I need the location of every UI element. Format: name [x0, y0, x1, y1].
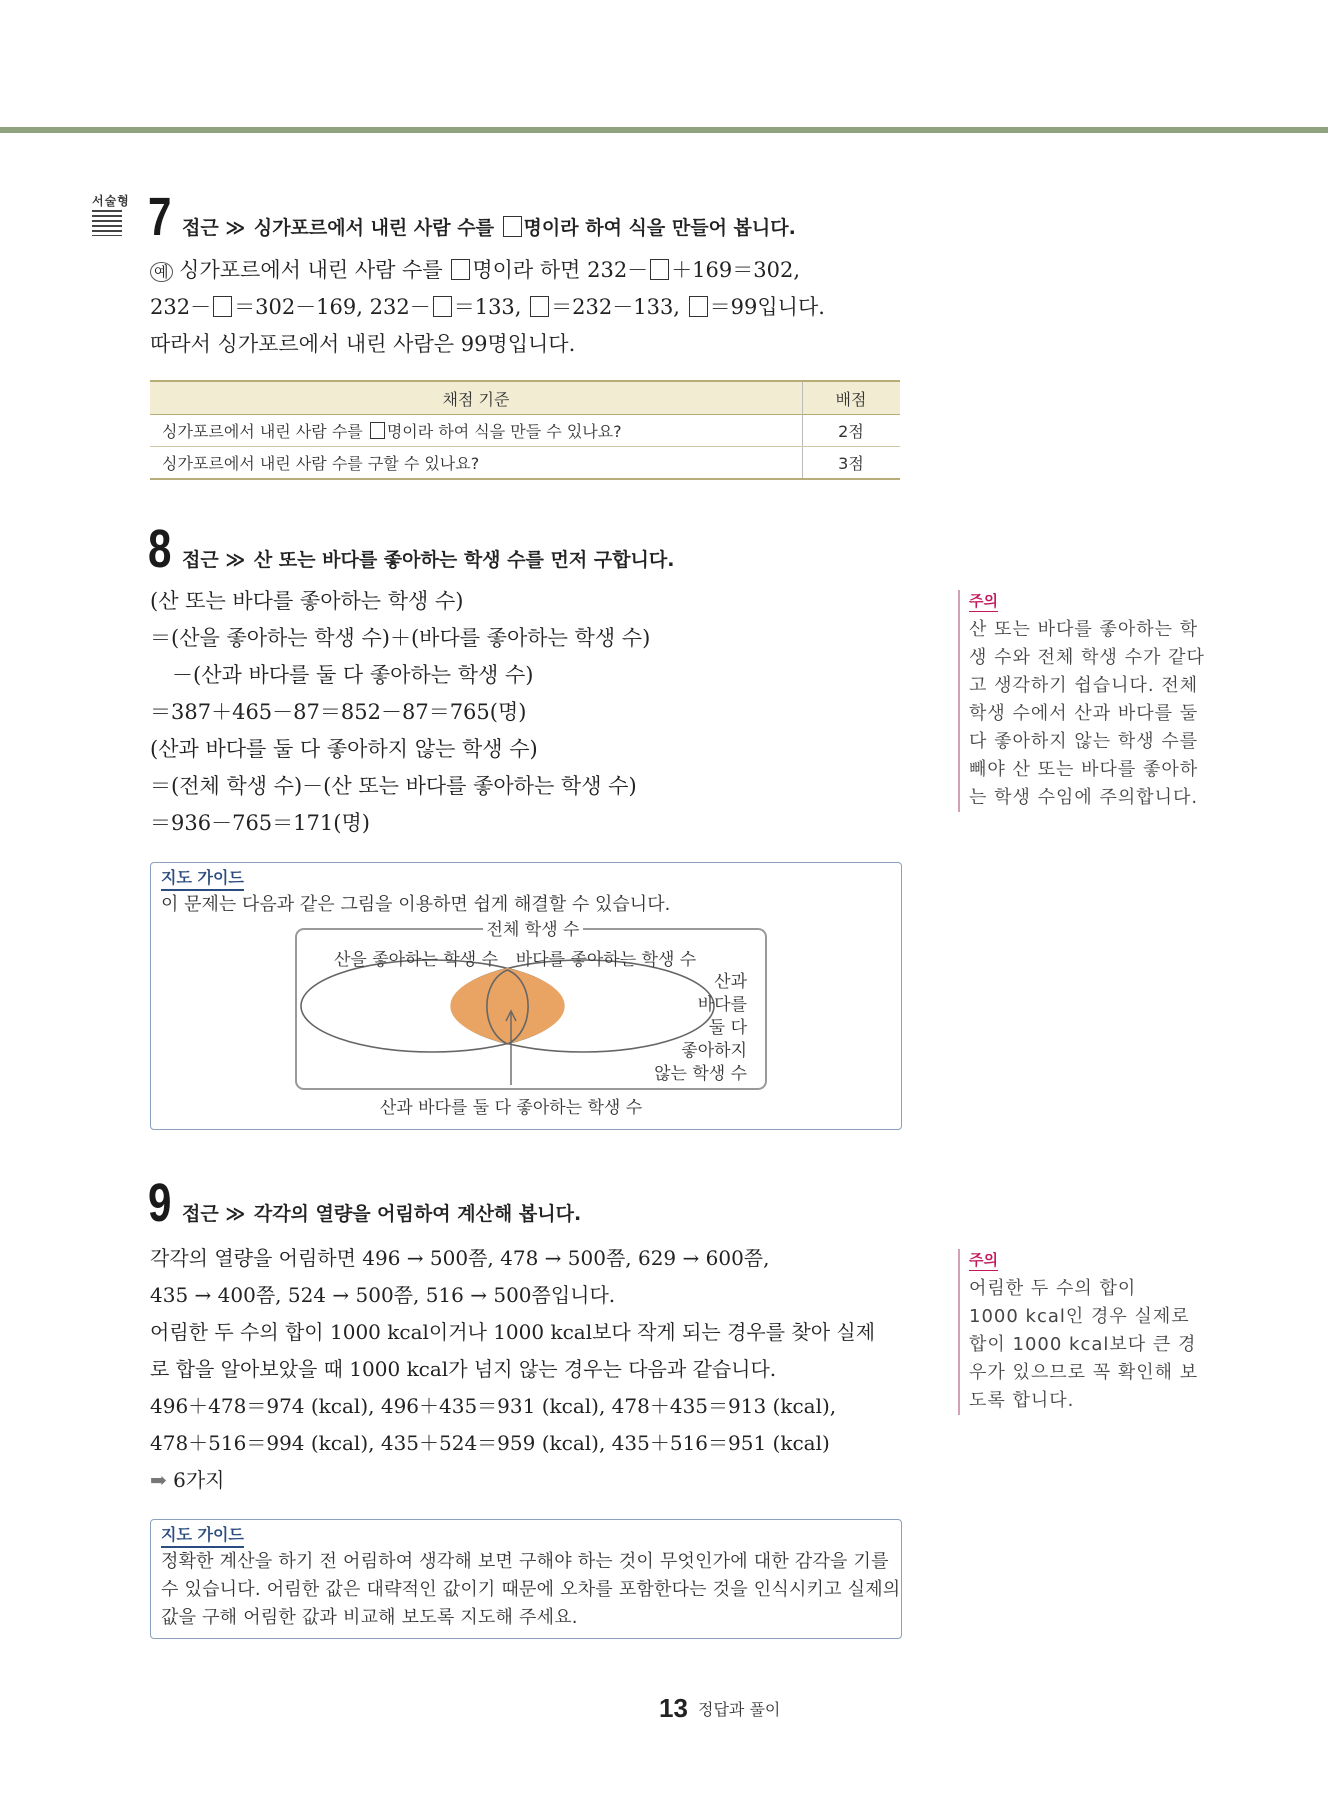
question-7-approach: 접근 ≫ 싱가포르에서 내린 사람 수를 명이라 하여 식을 만들어 봅니다. [182, 217, 796, 239]
question-8-solution [150, 583, 650, 842]
neither-label-line: 바다를 [697, 995, 747, 1015]
blank-box-icon [503, 216, 522, 237]
solution-line: 496＋478＝974 (kcal), 496＋435＝931 (kcal), 478＋435＝913 (kcal), [150, 1394, 837, 1418]
arrow-right-icon: ➡ [150, 1468, 167, 1492]
solution-line: ＝936－765＝171(명) [150, 811, 370, 835]
solution-line: 예 싱가포르에서 내린 사람 수를 명이라 하면 232－ ＋169＝302, [150, 252, 825, 289]
points-cell: 3점 [803, 447, 901, 480]
note-text: 산 또는 바다를 좋아하는 학 생 수와 전체 학생 수가 같다 고 생각하기 쉽습니다. 전체 학생 수에서 산과 바다를 둘 다 좋아하지 않는 학생 수를 빼야 산 또는 바다를 좋아하 는 학생 수임에 주의합니다. [969, 619, 1205, 808]
page-footer-label: 정답과 풀이 [698, 1700, 781, 1719]
mountain-label: 산을 좋아하는 학생 수 [333, 950, 499, 970]
note-title: 주의 [969, 1251, 998, 1269]
points-cell: 2점 [803, 415, 901, 447]
page-number: 13 [659, 1693, 688, 1723]
blank-box-icon [370, 422, 385, 439]
question-8-number: 8 [148, 519, 172, 579]
approach-tag: 접근 ≫ [182, 549, 246, 571]
neither-label-line: 좋아하지 [681, 1041, 747, 1061]
question-8-approach: 접근 ≫ 산 또는 바다를 좋아하는 학생 수를 먼저 구합니다. [182, 549, 675, 571]
venn-diagram [151, 863, 897, 1125]
solution-line: (산과 바다를 둘 다 좋아하지 않는 학생 수) [150, 737, 538, 761]
approach-tag: 접근 ≫ [182, 217, 246, 239]
points-header: 배점 [803, 381, 901, 415]
note-title: 주의 [969, 592, 998, 610]
answer-line: ➡ 6가지 [150, 1468, 225, 1492]
note-text: 어림한 두 수의 합이 1000 kcal인 경우 실제로 합이 1000 kcal보다 큰 경 우가 있으므로 꼭 확인해 보 도록 합니다. [969, 1278, 1199, 1411]
blank-box-icon [650, 259, 669, 280]
question-7-number: 7 [148, 187, 172, 247]
criteria-cell: 싱가포르에서 내린 사람 수를 명이라 하여 식을 만들 수 있나요? [150, 415, 803, 447]
question-9-approach: 접근 ≫ 각각의 열량을 어림하여 계산해 봅니다. [182, 1203, 582, 1225]
top-rule [0, 127, 1328, 133]
guide-title: 지도 가이드 [161, 865, 244, 891]
solution-line: －(산과 바다를 둘 다 좋아하는 학생 수) [172, 663, 534, 687]
blank-box-icon [530, 296, 549, 317]
guide-box-q8 [150, 862, 902, 1130]
solution-line: 로 합을 알아보았을 때 1000 kcal가 넘지 않는 경우는 다음과 같습니다. [150, 1357, 777, 1381]
caution-note-q9 [958, 1249, 1209, 1415]
solution-line: 따라서 싱가포르에서 내린 사람은 99명입니다. [150, 332, 576, 356]
descriptive-badge: 서술형 [92, 194, 130, 208]
solution-line: ＝(산을 좋아하는 학생 수)＋(바다를 좋아하는 학생 수) [150, 626, 651, 650]
question-9-number: 9 [148, 1173, 172, 1233]
caution-note-q8 [958, 590, 1209, 812]
scoring-table [150, 380, 900, 480]
table-header-row [150, 381, 900, 415]
guide-text: 정확한 계산을 하기 전 어림하여 생각해 보면 구해야 하는 것이 무엇인가에 대한 감각을 기를 수 있습니다. 어림한 값은 대략적인 값이기 때문에 오차를 포함한다는 것을 인식시키고 실제의 값을 구해 어림한 값과 비교해 보도록 지도해 주세요. [161, 1551, 901, 1628]
neither-label-line: 둘 다 [708, 1018, 747, 1038]
blank-box-icon [451, 259, 470, 280]
solution-line: 232－ ＝302－169, 232－ ＝133, ＝232－133, ＝99입니다. [150, 295, 825, 319]
guide-title: 지도 가이드 [161, 1522, 244, 1548]
guide-text: 이 문제는 다음과 같은 그림을 이용하면 쉽게 해결할 수 있습니다. [161, 894, 671, 915]
example-mark: 예 [150, 262, 173, 282]
solution-line: 435 → 400쯤, 524 → 500쯤, 516 → 500쯤입니다. [150, 1283, 616, 1307]
blank-box-icon [689, 296, 708, 317]
question-7-solution [150, 252, 825, 363]
table-row [150, 415, 900, 447]
solution-line: 478＋516＝994 (kcal), 435＋524＝959 (kcal), 435＋516＝951 (kcal) [150, 1431, 830, 1455]
solution-line: ＝387＋465－87＝852－87＝765(명) [150, 700, 527, 724]
sea-label: 바다를 좋아하는 학생 수 [515, 950, 697, 970]
criteria-cell: 싱가포르에서 내린 사람 수를 구할 수 있나요? [150, 447, 803, 480]
blank-box-icon [213, 296, 232, 317]
approach-tag: 접근 ≫ [182, 1203, 246, 1225]
table-row [150, 447, 900, 480]
solution-line: 각각의 열량을 어림하면 496 → 500쯤, 478 → 500쯤, 629 → 600쯤, [150, 1246, 770, 1270]
solution-line: (산 또는 바다를 좋아하는 학생 수) [150, 589, 464, 613]
question-9-solution [150, 1240, 875, 1499]
solution-line: 어림한 두 수의 합이 1000 kcal이거나 1000 kcal보다 작게 되는 경우를 찾아 실제 [150, 1320, 876, 1344]
badge-lines-icon [92, 210, 122, 236]
criteria-header: 채점 기준 [150, 381, 803, 415]
blank-box-icon [433, 296, 452, 317]
neither-label-line: 산과 [714, 972, 747, 992]
solution-line: ＝(전체 학생 수)－(산 또는 바다를 좋아하는 학생 수) [150, 774, 637, 798]
total-students-label: 전체 학생 수 [486, 920, 580, 940]
guide-box-q9 [150, 1519, 902, 1639]
both-label: 산과 바다를 둘 다 좋아하는 학생 수 [379, 1098, 643, 1118]
neither-label-line: 않는 학생 수 [654, 1064, 747, 1084]
